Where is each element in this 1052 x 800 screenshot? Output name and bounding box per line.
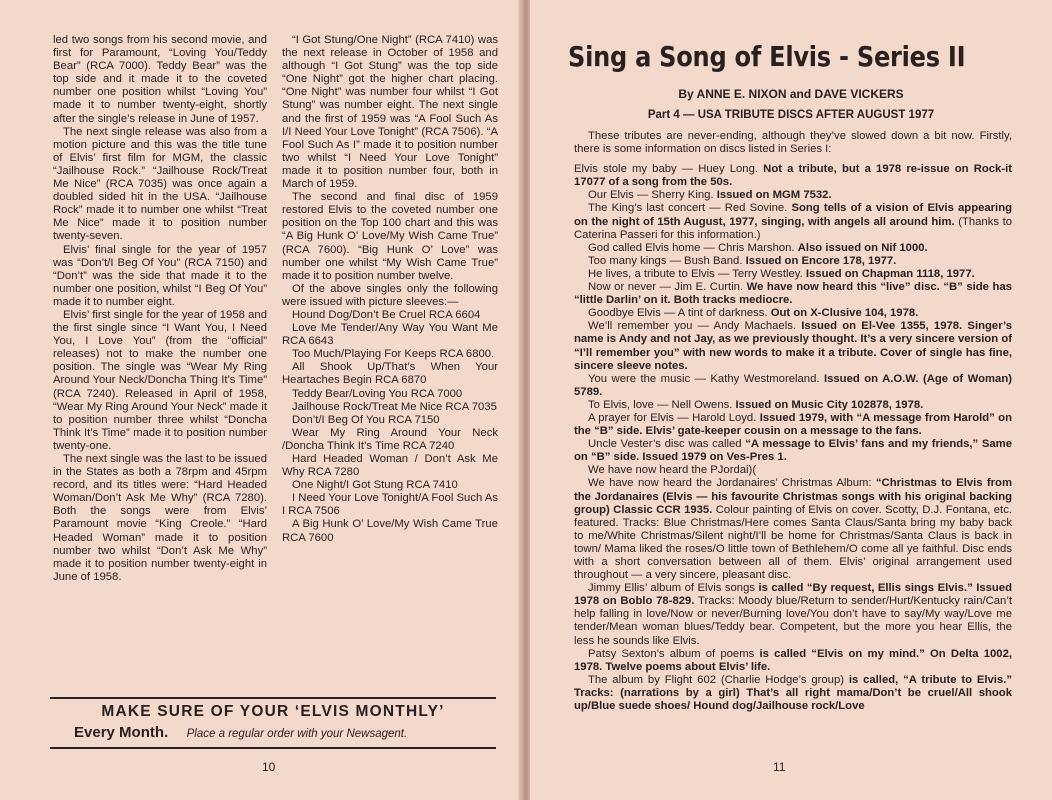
paragraph: led two songs from his second movie, and first for Paramount, “Loving You/Teddy Bear” (RCA 7000). Teddy Bear” was the top side and it made it to the coveted number one position whilst “Loving You” made it to number twenty-eight, shortly after the single’s release in June of 1957. [53,34,267,125]
entry-bold-text: Out on X-Clusive 104, 1978. [770,307,919,320]
entry-paragraph [574,373,1012,399]
paragraph: Elvis’ first single for the year of 1958 and the first single since “I Want You, I Need You, I Love You” (from the “official” releases) not to make the number one position. The single was “Wear My Ring Around Your Neck/Doncha Thing It’s Time” (RCA 7240). Released in April of 1958, “Wear My Ring Around Your Neck” made it to position number three whilst “Doncha Think It’s Time” made it to position number twenty-one. [53,308,267,452]
left-column-2 [282,34,498,545]
entry-paragraph [574,307,1012,320]
entry-paragraph [574,477,1012,582]
entry-paragraph [574,189,1012,202]
entry-bold-text: Issued on Encore 178, 1977. [745,254,897,267]
article-byline: By ANNE E. NIXON and DAVE VICKERS [678,87,904,101]
paragraph: Hound Dog/Don’t Be Cruel RCA 6604 [292,308,481,321]
entry-paragraph [574,648,1012,674]
article-part-heading: Part 4 — USA TRIBUTE DISCS AFTER AUGUST 1977 [647,109,935,121]
entry-paragraph [574,412,1012,438]
entry-bold-text: Also issued on Nif 1000. [797,241,928,254]
entry-text: Patsy Sexton’s album of poems [588,647,760,660]
elvis-monthly-ad-banner [50,697,496,749]
entry-bold-text: Not a tribute, but a 1978 re-issue on Rock-it 17077 of a song from the 50s. [574,163,1013,189]
entry-bold-text: Issued on Music City 102878, 1978. [735,398,924,411]
entry-text: To Elvis, love — Nell Owens. [588,398,736,411]
entry-text: Too many kings — Bush Band. [588,254,746,267]
entry-trailing-text: Tracks: Moody blue/Return to sender/Hurt/Kentucky rain/Can’t help falling in love/Now or never/Burning love/You don’t have to say/My way/Love me tender/Mean woman blues/Teddy bear. Competent, but the more you hear Ellis, the less he sounds like Elvis. [574,595,1012,647]
entry-paragraph [574,255,1012,268]
entry-bold-text: is called, “A tribute to Elvis.” Tracks: (narrations by a girl) That’s all right mama/Don’t be cruel/All shook up/Blue suede shoes/ Hound dog/Jailhouse rock/Love [574,673,1013,713]
paragraph: Of the above singles only the following were issued with picture sleeves:— [282,282,498,308]
entry-bold-text: We have now heard this “live” disc. “B” side has “little Darlin’ on it. Both tracks mediocre. [574,281,1012,307]
entry-paragraph [574,130,1012,156]
paragraph: The next single release was also from a motion picture and this was the title tune of Elvis’ first film for MGM, the classic “Jailhouse Rock.” “Jailhouse Rock/Treat Me Nice” (RCA 7035) was once again a doubled sided hit in the USA. “Jailhouse Rock” made it to number one whilst “Treat Me Nice” made it to position number twenty-seven. [53,125,267,243]
entry-paragraph [574,281,1012,307]
entry-text: Goodbye Elvis — A tint of darkness. [588,307,771,320]
entry-text: He lives, a tribute to Elvis — Terry Westley. [588,267,806,280]
entry-bold-text: Issued on MGM 7532. [716,189,832,202]
paragraph: Love Me Tender/Any Way You Want Me RCA 6643 [282,322,498,348]
paragraph: Jailhouse Rock/Treat Me Nice RCA 7035 [292,400,497,413]
left-column-1 [53,34,267,584]
entry-bold-text: “A message to Elvis’ fans and my friends,” Same on “B” side. Issued 1979 on Ves-Pres 1. [574,438,1013,464]
paragraph: Elvis’ final single for the year of 1957 was “Don’t/I Beg Of You” (RCA 7150) and “Don’t” was the side that made it to the number one position, whilst “I Beg Of You” made it to number eight. [53,243,267,308]
entry-bold-text: Issued on A.O.W. (Age of Woman) 5789. [574,372,1012,398]
paragraph: The second and final disc of 1959 restored Elvis to the coveted number one position on the Top 100 chart and this was “A Big Hunk O’ Love/My Wish Came True” (RCA 7600). “Big Hunk O’ Love” was number one whilst “My Wish Came True” made it to position number twelve. [282,191,498,282]
paragraph: One Night/I Got Stung RCA 7410 [292,479,458,492]
article-body [574,130,1012,713]
left-page [0,0,522,800]
paragraph: I Need Your Love Tonight/A Fool Such As I RCA 7506 [282,492,498,518]
entry-text: Now or never — Jim E. Curtin. [588,281,747,294]
article-title: Sing a Song of Elvis - Series II [568,40,966,73]
entry-bold-text: Song tells of a vision of Elvis appearing on the night of 15th August, 1977, singing, with angels all around him. [574,202,1012,228]
paragraph: All Shook Up/That’s When Your Heartaches Begin RCA 6870 [282,361,498,387]
entry-text: You were the music — Kathy Westmoreland. [588,372,824,385]
entry-text: We’ll remember you — Andy Machaels. [588,320,802,333]
paragraph: “I Got Stung/One Night” (RCA 7410) was the next release in October of 1958 and although “I Got Stung” was the top side “One Night” got the higher chart placing. “One Night” was number four whilst “I Got Stung” was number eight. The next single and the first of 1959 was “A Fool Such As I/I Need Your Love Tonight” (RCA 7506). “A Fool Such As I” made it to position number two whilst “I Need Your Love Tonight” made it to position number four, both in March of 1959. [282,34,498,191]
paragraph: Too Much/Playing For Keeps RCA 6800. [292,348,495,361]
paragraph: Teddy Bear/Loving You RCA 7000 [292,387,463,400]
entry-text: The album by Flight 602 (Charlie Hodge’s group) [588,673,849,686]
entry-bold-text: is called “Elvis on my mind.” On Delta 1002, 1978. Twelve poems about Elvis’ life. [574,647,1012,673]
paragraph: A Big Hunk O’ Love/My Wish Came True RCA 7600 [282,518,498,544]
entry-paragraph [574,242,1012,255]
banner-order-note: Place a regular order with your Newsagent. [186,728,408,740]
entry-paragraph [574,674,1012,713]
entry-paragraph [574,202,1012,241]
entry-paragraph [574,163,1012,189]
entry-text: God called Elvis home — Chris Marshon. [588,241,798,254]
entry-trailing-text: (Thanks to Caterina Passeri for this information.) [574,215,1012,241]
right-page [530,0,1052,800]
entry-text: These tributes are never-ending, although they’ve slowed down a bit now. Firstly, there is some information on discs listed in Series I: [574,130,1012,156]
entry-paragraph [574,438,1012,464]
banner-headline: MAKE SURE OF YOUR ‘ELVIS MONTHLY’ [101,703,445,720]
entry-text: We have now heard the Jordanaires’ Christmas Album: [588,477,876,490]
paragraph: The next single was the last to be issued in the States as both a 78rpm and 45rpm record, and its titles were: “Hard Headed Woman/Don’t Ask Me Why” (RCA 7280). Both the songs were from Elvis’ Paramount movie “King Creole.” “Hard Headed Woman” made it to position number two whilst “Don’t Ask Me Why” made it to position number twenty-eight in June of 1958. [53,453,267,583]
entry-text: Jimmy Ellis’ album of Elvis songs [588,582,759,595]
entry-bold-text: Issued on Chapman 1118, 1977. [805,267,975,280]
entry-paragraph [574,464,1012,477]
entry-text: The King’s last concert — Red Sovine. [588,202,792,215]
page-number-right: 11 [773,760,786,774]
entry-text: Elvis stole my baby — Huey Long. [574,163,764,176]
entry-bold-text: “Christmas to Elvis from the Jordanaires (Elvis — his favourite Christmas songs with his original backing group) Classic CCR 1935. [574,477,1012,516]
entry-text: We have now heard the PJordai)( [588,464,757,477]
entry-text: Our Elvis — Sherry King. [588,189,717,202]
entry-bold-text: Issued 1979, with “A message from Harold” on the “B” side. Elvis’ gate-keeper cousin on a message to the fans. [574,411,1012,438]
page-number-left: 10 [262,760,276,774]
entry-trailing-text: Colour painting of Elvis on cover. Scotty, D.J. Fontana, etc. featured. Tracks: Blue Christmas/Here comes Santa Claus/Santa bring my baby back to me/White Christmas/Silent night/I’ll be home for Christmas/Santa Claus is back in town/ Mama liked the roses/O little town of Bethlehem/O come all ye faithful. Disc ends with a short conversation between all of them. Elvis’ original arrangement used throughout — a very sincere, pleasant disc. [574,503,1012,582]
entry-text: A prayer for Elvis — Harold Loyd. [588,411,760,424]
paragraph: Hard Headed Woman / Don’t Ask Me Why RCA 7280 [282,453,498,479]
banner-every-month: Every Month. [74,724,169,741]
entry-paragraph [574,320,1012,372]
entry-bold-text: Issued on El-Vee 1355, 1978. Singer’s name is Andy and not Jay, as we previously thought. It’s a very sincere version of “I’ll remember you” with new words to make it a tribute. Cover of single has fine, sincere sleeve notes. [574,320,1013,372]
paragraph: Wear My Ring Around Your Neck /Doncha Think It’s Time RCA 7240 [282,426,498,452]
entry-paragraph [574,582,1012,647]
entry-bold-text: is called “By request, Ellis sings Elvis.” Issued 1978 on Boblo 78-829. [574,582,1012,608]
banner-subline [50,724,496,742]
entry-paragraph [574,399,1012,412]
entry-paragraph [574,268,1012,281]
paragraph: Don’t/I Beg Of You RCA 7150 [292,413,440,426]
entry-text: Uncle Vester’s disc was called [588,438,746,451]
